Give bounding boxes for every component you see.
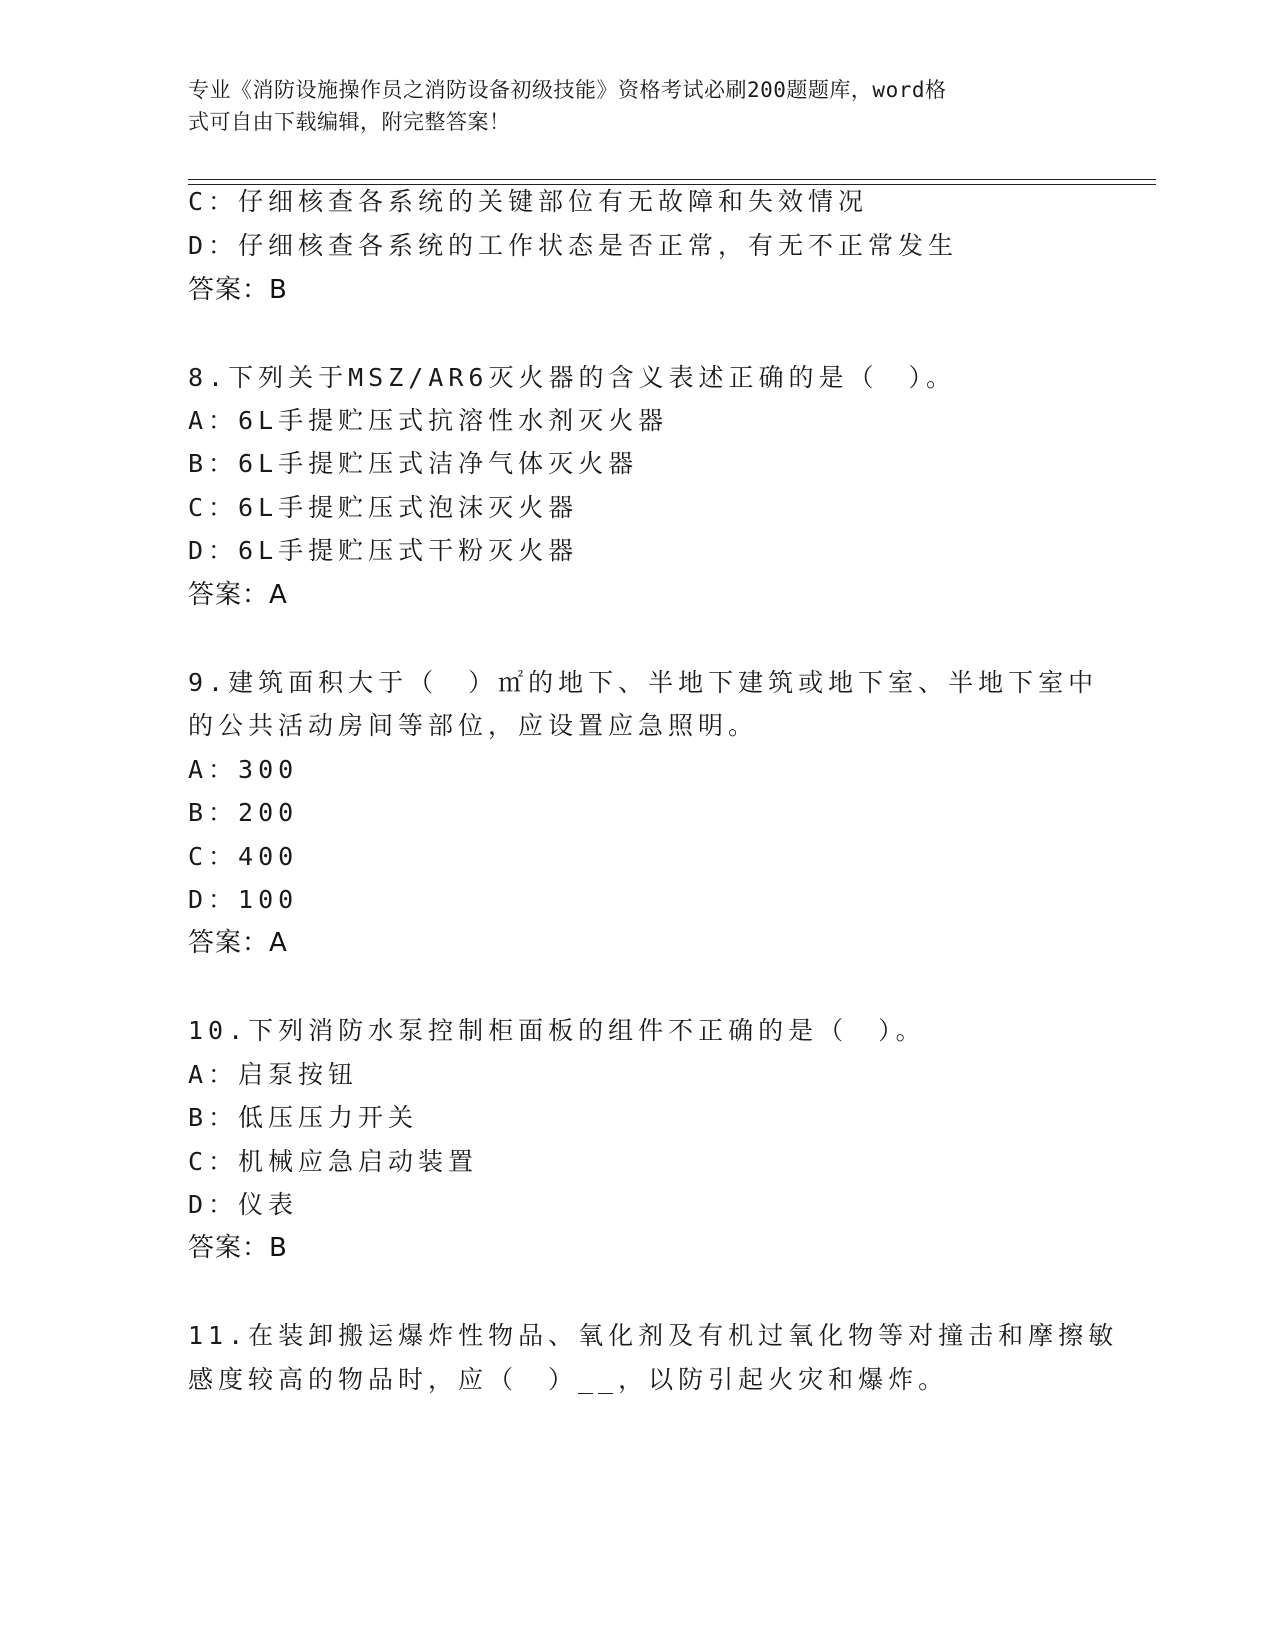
header-title-line-1: 专业《消防设施操作员之消防设备初级技能》资格考试必刷200题题库，word格 xyxy=(188,78,947,102)
q10-option-c: C：机械应急启动装置 xyxy=(188,1147,479,1176)
q9-stem-line-1: 9.建筑面积大于（ ）㎡的地下、半地下建筑或地下室、半地下室中 xyxy=(188,668,1099,697)
q8-option-b: B：6L手提贮压式洁净气体灭火器 xyxy=(188,449,639,478)
q7-option-d: D：仔细核查各系统的工作状态是否正常，有无不正常发生 xyxy=(188,231,959,260)
q9-option-d: D：100 xyxy=(188,885,299,914)
q10-option-b: B：低压压力开关 xyxy=(188,1103,419,1132)
header-divider-top xyxy=(188,179,1156,180)
q8-stem: 8.下列关于MSZ/AR6灭火器的含义表述正确的是（ ）。 xyxy=(188,363,956,392)
document-header xyxy=(188,74,1068,138)
q10-stem: 10.下列消防水泵控制柜面板的组件不正确的是（ ）。 xyxy=(188,1016,926,1045)
q10-option-a: A：启泵按钮 xyxy=(188,1060,359,1089)
q9-option-b: B：200 xyxy=(188,798,299,827)
q7-answer: 答案：B xyxy=(188,275,288,305)
header-divider-bottom xyxy=(188,184,1156,185)
q8-option-c: C：6L手提贮压式泡沫灭火器 xyxy=(188,493,579,522)
q9-answer: 答案：A xyxy=(188,928,288,958)
q10-option-d: D：仪表 xyxy=(188,1190,299,1219)
q8-option-d: D：6L手提贮压式干粉灭火器 xyxy=(188,536,579,565)
q8-option-a: A：6L手提贮压式抗溶性水剂灭火器 xyxy=(188,406,669,435)
q9-stem-line-2: 的公共活动房间等部位，应设置应急照明。 xyxy=(188,711,759,740)
q8-answer: 答案：A xyxy=(188,580,288,610)
q11-stem-line-1: 11.在装卸搬运爆炸性物品、氧化剂及有机过氧化物等对撞击和摩擦敏 xyxy=(188,1321,1119,1350)
q11-stem-line-2: 感度较高的物品时，应（ ）__，以防引起火灾和爆炸。 xyxy=(188,1365,949,1394)
header-title-line-2: 式可自由下载编辑，附完整答案！ xyxy=(188,110,511,134)
q10-answer: 答案：B xyxy=(188,1233,288,1263)
q9-option-a: A：300 xyxy=(188,755,299,784)
q9-option-c: C：400 xyxy=(188,842,299,871)
q7-option-c: C：仔细核查各系统的关键部位有无故障和失效情况 xyxy=(188,187,869,216)
